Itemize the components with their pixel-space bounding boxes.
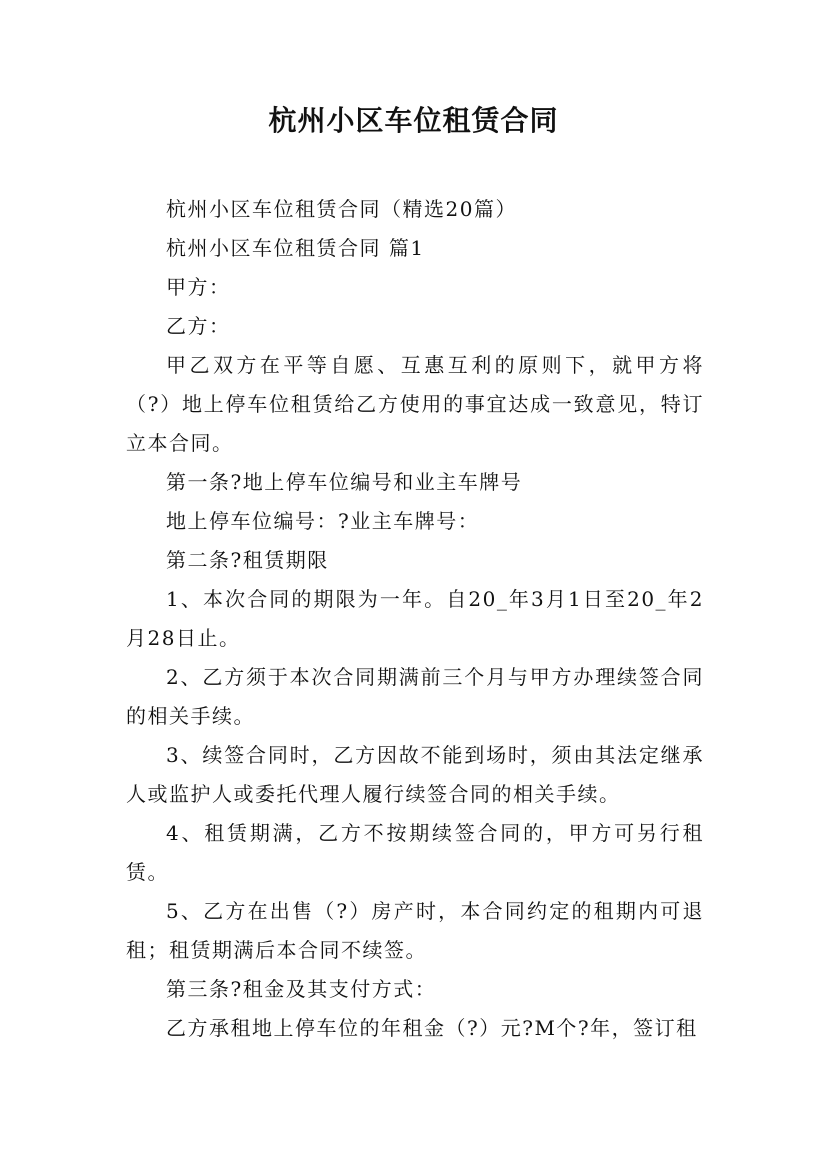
paragraph-clause-3-body: 乙方承租地上停车位的年租金（?）元?M个?年，签订租 bbox=[166, 1016, 698, 1040]
document-title: 杭州小区车位租赁合同 bbox=[268, 104, 559, 137]
paragraph-clause-1-heading: 第一条?地上停车位编号和业主车牌号 bbox=[166, 470, 523, 494]
paragraph-party-a: 甲方： bbox=[166, 275, 231, 299]
paragraph-collection-heading: 杭州小区车位租赁合同（精选20篇） bbox=[166, 197, 517, 221]
paragraph-clause-2-item-4: 4、租赁期满，乙方不按期续签合同的，甲方可另行租赁。 bbox=[126, 821, 704, 884]
paragraph-party-b: 乙方： bbox=[166, 314, 231, 338]
paragraph-clause-2-heading: 第二条?租赁期限 bbox=[166, 548, 329, 572]
paragraph-clause-3-heading: 第三条?租金及其支付方式： bbox=[166, 977, 437, 1001]
paragraph-clause-1-body: 地上停车位编号：?业主车牌号： bbox=[166, 509, 480, 533]
paragraph-clause-2-item-5: 5、乙方在出售（?）房产时，本合同约定的租期内可退租；租赁期满后本合同不续签。 bbox=[126, 899, 704, 962]
paragraph-clause-2-item-3: 3、续签合同时，乙方因故不能到场时，须由其法定继承人或监护人或委托代理人履行续签合同的相关手续。 bbox=[126, 743, 704, 806]
paragraph-clause-2-item-2: 2、乙方须于本次合同期满前三个月与甲方办理续签合同的相关手续。 bbox=[126, 665, 704, 728]
paragraph-article-heading: 杭州小区车位租赁合同 篇1 bbox=[166, 236, 425, 260]
paragraph-clause-2-item-1: 1、本次合同的期限为一年。自20_年3月1日至20_年2月28日止。 bbox=[126, 587, 704, 650]
paragraph-preamble: 甲乙双方在平等自愿、互惠互利的原则下，就甲方将（?）地上停车位租赁给乙方使用的事宜达成一致意见，特订立本合同。 bbox=[126, 353, 704, 455]
document-body bbox=[126, 190, 704, 1048]
